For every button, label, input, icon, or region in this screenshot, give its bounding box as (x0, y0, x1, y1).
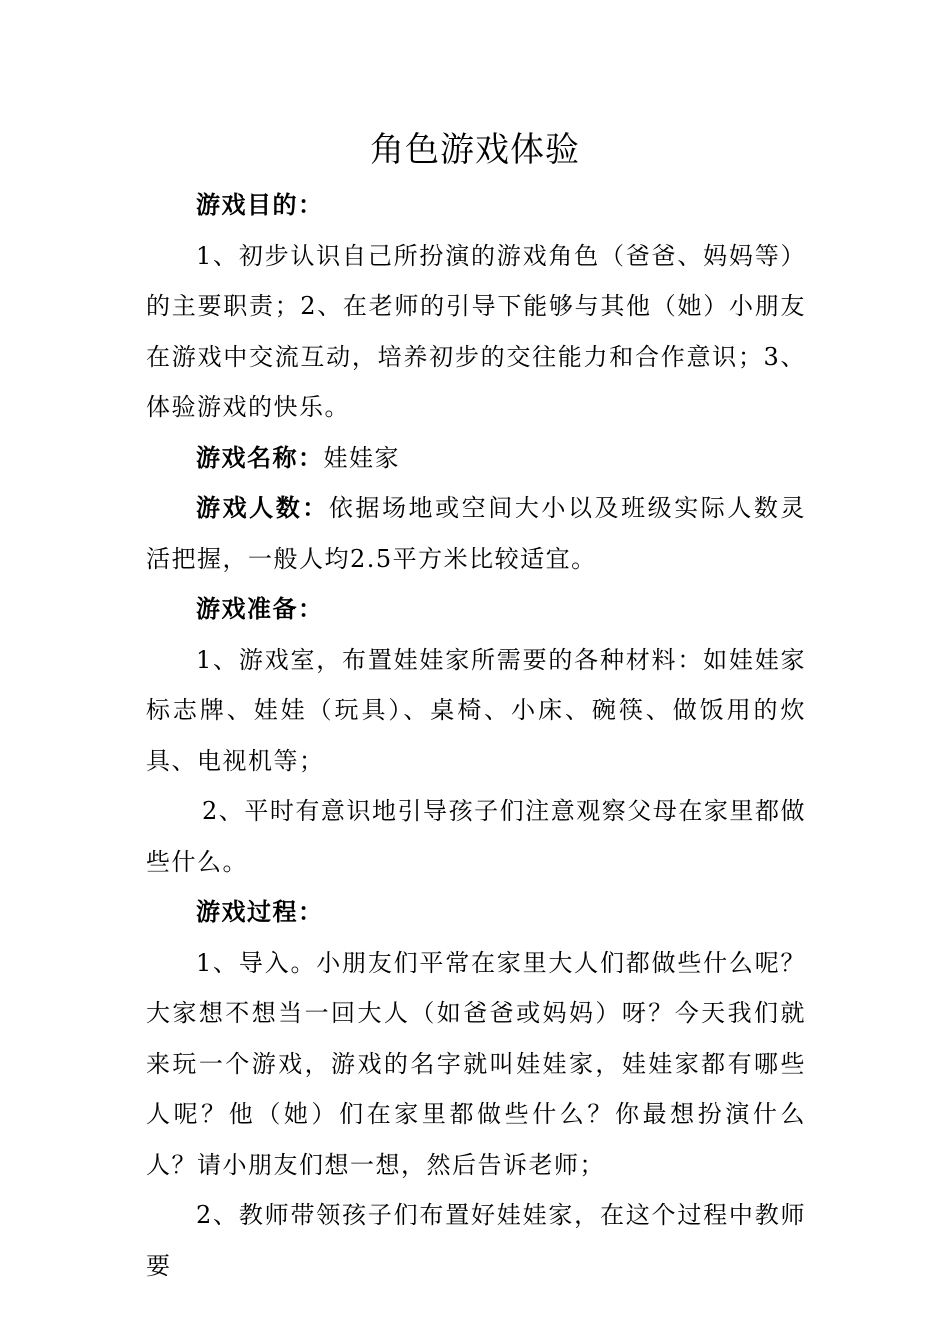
people-value: 依据场地或空间大小以及班级实际人数灵活把握，一般人均2.5平方米比较适宜。 (146, 494, 807, 573)
goal-heading: 游戏目的： (196, 190, 324, 219)
document-title: 角色游戏体验 (370, 130, 580, 170)
process-heading-paragraph (146, 887, 806, 938)
name-paragraph (146, 433, 806, 484)
process-item-2: 2、教师带领孩子们布置好娃娃家，在这个过程中教师要 (146, 1201, 806, 1280)
process-item-1: 1、导入。小朋友们平常在家里大人们都做些什么呢？大家想不想当一回大人（如爸爸或妈妈）呀？今天我们就来玩一个游戏，游戏的名字就叫娃娃家，娃娃家都有哪些人呢？他（她）们在家里都做些什么？你最想扮演什么人？请小朋友们想一想，然后告诉老师； (146, 948, 806, 1179)
process-heading: 游戏过程： (196, 897, 324, 926)
prep-heading: 游戏准备： (196, 594, 324, 623)
prep-item-1: 1、游戏室，布置娃娃家所需要的各种材料：如娃娃家标志牌、娃娃（玩具）、桌椅、小床、碗筷、做饭用的炊具、电视机等； (146, 645, 806, 775)
people-heading: 游戏人数： (196, 493, 329, 522)
prep-heading-paragraph (146, 584, 806, 635)
document-body (146, 180, 806, 1291)
goal-heading-paragraph (146, 180, 806, 231)
goal-text: 1、初步认识自己所扮演的游戏角色（爸爸、妈妈等）的主要职责；2、在老师的引导下能够与其他（她）小朋友在游戏中交流互动，培养初步的交往能力和合作意识；3、体验游戏的快乐。 (146, 241, 806, 421)
prep-item-2: 2、平时有意识地引导孩子们注意观察父母在家里都做些什么。 (146, 797, 806, 876)
people-paragraph (146, 483, 806, 584)
name-heading: 游戏名称： (196, 442, 324, 472)
name-value: 娃娃家 (323, 443, 400, 472)
